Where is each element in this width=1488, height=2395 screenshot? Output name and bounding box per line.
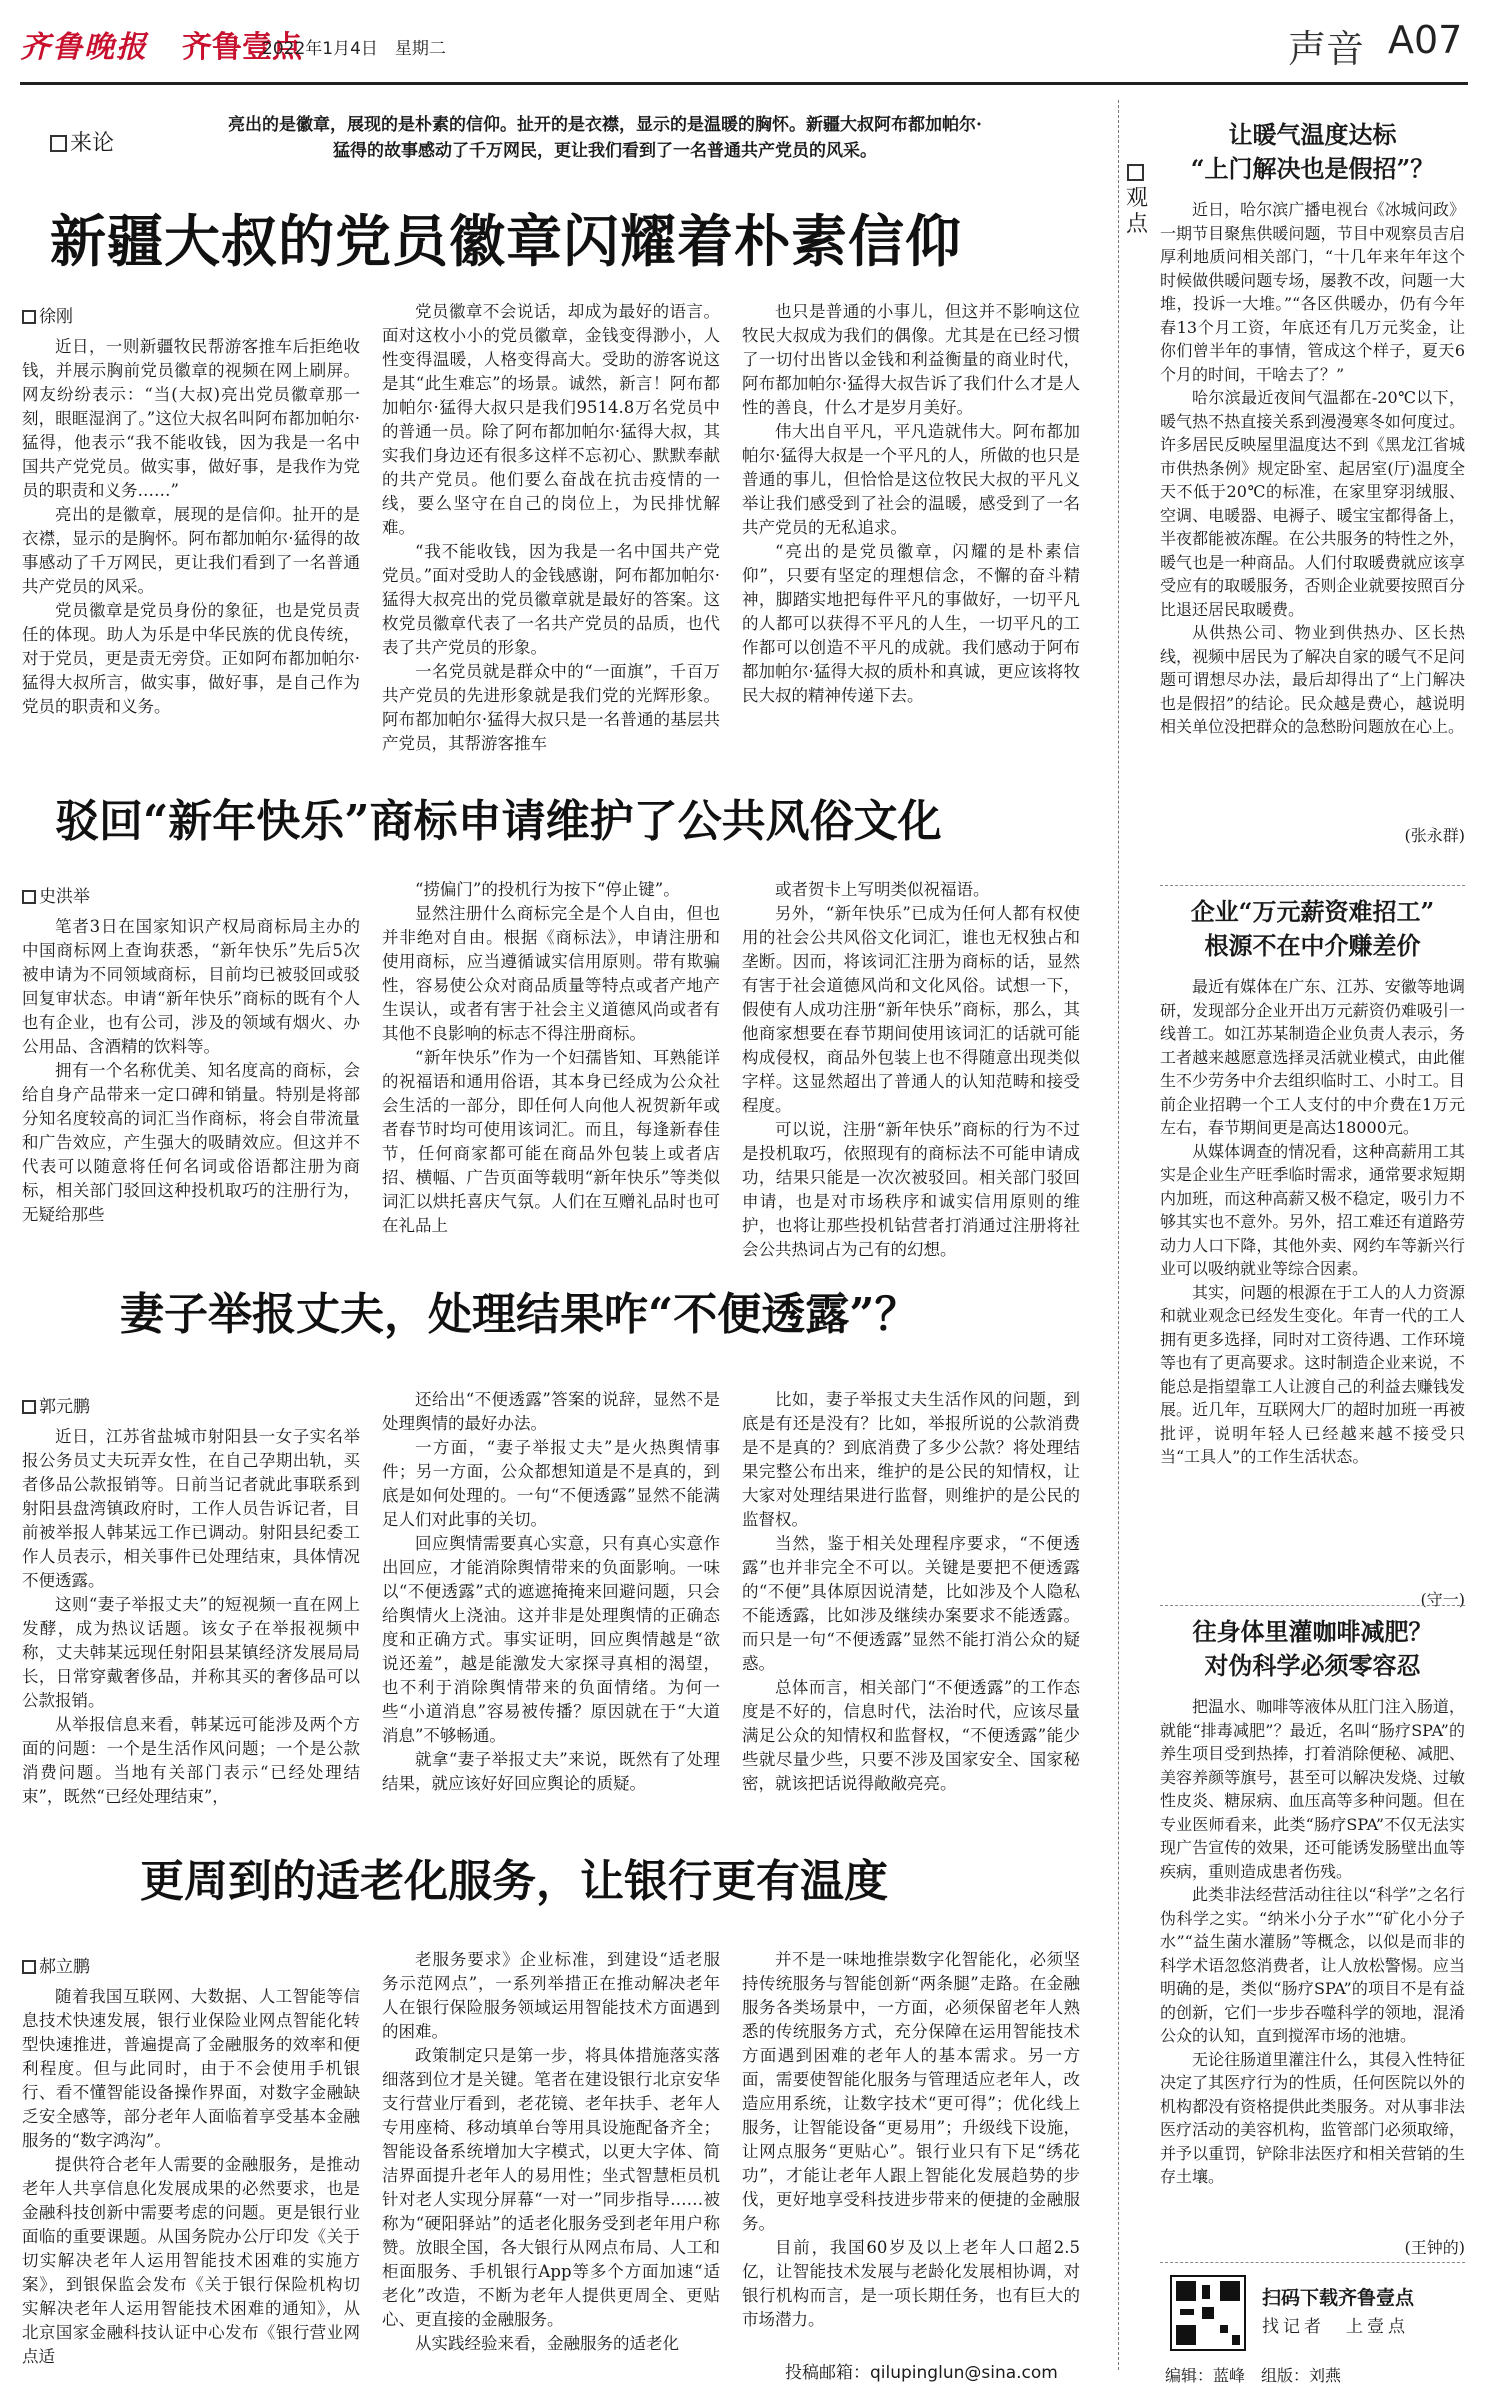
submission-email: 投稿邮箱：qilupinglun@sina.com xyxy=(785,2363,1058,2383)
editor-credit: 编辑：蓝峰 组版：刘燕 xyxy=(1165,2366,1342,2385)
article1-col2: 党员徽章不会说话，却成为最好的语言。面对这枚小小的党员徽章，金钱变得渺小，人性变得温暖，人格变得高大。受助的游客说这是其“此生难忘”的场景。诚然，新言！阿布都加帕尔·猛得大叔只是我们9514.8万名党员中的普通一员。除了阿布都加帕尔·猛得大叔，其实我们身边还有很多这样不忘初心、默默奉献的共产党员。他们要么奋战在抗击疫情的一线，要么坚守在自己的岗位上，为民排忧解难。 “我不能收钱，因为我是一名中国共产党党员。”面对受助人的金钱感谢，阿布都加帕尔·猛得大叔亮出的党员徽章就是最好的答案。这枚党员徽章代表了一名共产党员的品质，也代表了共产党员的形象。 一名党员就是群众中的“一面旗”，千百万共产党员的先进形象就是我们党的光辉形象。阿布都加帕尔·猛得大叔只是一名普通的基层共产党员，其帮游客推车 xyxy=(382,302,720,753)
right-article2-signature: (守一) xyxy=(1420,1590,1465,1609)
tag-box-icon xyxy=(50,135,67,152)
article3-col2: 还给出“不便透露”答案的说辞，显然不是处理舆情的最好办法。 一方面，“妻子举报丈夫”是火热舆情事件；另一方面，公众都想知道是不是真的，到底是如何处理的。一句“不便透露”显然不能满足人们对此事的关切。 回应舆情需要真心实意，只有真心实意作出回应，才能消除舆情带来的负面影响。一味以“不便透露”式的遮遮掩掩来回避问题，只会给舆情火上浇油。这并非是处理舆情的正确态度和正确方式。事实证明，回应舆情越是“欲说还羞”，越是能激发大家探寻真相的渴望，也不利于消除舆情带来的负面情绪。为何一些“小道消息”容易被传播？原因就在于“大道消息”不够畅通。 就拿“妻子举报丈夫”来说，既然有了处理结果，就应该好好回应舆论的质疑。 xyxy=(382,1390,720,1793)
header-rule xyxy=(20,82,1468,85)
right-article3-title2: 对伪科学必须零容忍 xyxy=(1204,1651,1421,1680)
right-article3-body: 把温水、咖啡等液体从肛门注入肠道，就能“排毒减肥”？最近，名叫“肠疗SPA”的养生项目受到热捧，打着消除便秘、减肥、美容养颜等旗号，甚至可以解决发烧、过敏性皮炎、糖尿病、血压高等多种问题。但在专业医师看来，此类“肠疗SPA”不仅无法实现广告宣传的效果，还可能诱发肠壁出血等疾病，重则造成患者伤残。 此类非法经营活动往往以“科学”之名行伪科学之实。“纳米小分子水”“矿化小分子水”“益生菌水灌肠”等概念，以似是而非的科学术语忽悠消费者，让人放松警惕。应当明确的是，类似“肠疗SPA”的项目不是有益的创新，它们一步步吞噬科学的领地，混淆公众的认知，直到搅浑市场的池塘。 无论往肠道里灌注什么，其侵入性特征决定了其医疗行为的性质，任何医院以外的机构都没有资格提供此类服务。对从事非法医疗活动的美容机构，监管部门必须取缔，并予以重罚，铲除非法医疗和相关营销的生存土壤。 xyxy=(1160,1697,1465,2186)
qr-code-icon[interactable] xyxy=(1170,2275,1246,2351)
section-name: 声音 xyxy=(1288,27,1365,71)
separator xyxy=(1160,2262,1465,2263)
newspaper-logo: 齐鲁晚报 xyxy=(20,30,148,65)
column-divider xyxy=(1118,100,1119,2370)
article3-title: 妻子举报丈夫，处理结果咋“不便透露”？ xyxy=(120,1289,919,1340)
right-article2-title2: 根源不在中介赚差价 xyxy=(1204,931,1421,960)
article1-byline: 徐刚 xyxy=(22,302,73,327)
right-article3-signature: (王钟的) xyxy=(1404,2238,1465,2257)
tag-box-icon xyxy=(1127,164,1144,181)
article4-col3: 并不是一味地推崇数字化智能化，必须坚持传统服务与智能创新“两条腿”走路。在金融服务各类场景中，一方面，必须保留老年人熟悉的传统服务方式，充分保障在运用智能技术方面遇到困难的老年人的基本需求。另一方面，需要使智能化服务与管理适应老年人，改造应用系统，让数字技术“更可得”；优化线上服务，让智能设备“更易用”；升级线下设施，让网点服务“更贴心”。银行业只有下足“绣花功”，才能让老年人跟上智能化发展趋势的步伐，更好地享受科技进步带来的便捷的金融服务。 目前，我国60岁及以上老年人口超2.5亿，让智能技术发展与老龄化发展相协调，对银行机构而言，是一项长期任务，也有巨大的市场潜力。 xyxy=(742,1950,1080,2329)
app-logo: 齐鲁壹点 xyxy=(182,30,302,65)
article2-title: 驳回“新年快乐”商标申请维护了公共风俗文化 xyxy=(55,796,942,847)
article2-col1: 笔者3日在国家知识产权局商标局主办的中国商标网上查询获悉，“新年快乐”先后5次被申请为不同领域商标，目前均已被驳回或驳回复审状态。申请“新年快乐”商标的既有个人也有企业，也有公司，涉及的领域有烟火、办公用品、含酒精的饮料等。 拥有一个名称优美、知名度高的商标，会给自身产品带来一定口碑和销量。特别是将部分知名度较高的词汇当作商标，将会自带流量和广告效应，产生强大的吸睛效应。但这并不代表可以随意将任何名词或俗语都注册为商标，相关部门驳回这种投机取巧的注册行为，无疑给那些 xyxy=(22,917,360,1224)
lead-text: 亮出的是徽章，展现的是朴素的信仰。扯开的是衣襟，显示的是温暖的胸怀。新疆大叔阿布都加帕尔·猛得的故事感动了千万网民，更让我们看到了一名普通共产党员的风采。 xyxy=(228,115,982,161)
article1-col1: 近日，一则新疆牧民帮游客推车后拒绝收钱，并展示胸前党员徽章的视频在网上刷屏。网友纷纷表示：“当(大叔)亮出党员徽章那一刻，眼眶湿润了。”这位大叔名叫阿布都加帕尔·猛得，他表示“我不能收钱，因为我是一名中国共产党党员。做实事，做好事，是我作为党员的职责和义务……” 亮出的是徽章，展现的是信仰。扯开的是衣襟，显示的是胸怀。阿布都加帕尔·猛得的故事感动了千万网民，更让我们看到了一名普通共产党员的风采。 党员徽章是党员身份的象征，也是党员责任的体现。助人为乐是中华民族的优良传统，对于党员，更是责无旁贷。正如阿布都加帕尔·猛得大叔所言，做实事，做好事，是自己作为党员的职责和义务。 xyxy=(22,337,360,716)
article2-col3: 或者贺卡上写明类似祝福语。 另外，“新年快乐”已成为任何人都有权使用的社会公共风俗文化词汇，谁也无权独占和垄断。因而，将该词汇注册为商标的话，显然有害于社会道德风尚和文化风俗。试想一下，假使有人成功注册“新年快乐”商标，那么，其他商家想要在春节期间使用该词汇的话就可能构成侵权，商品外包装上也不得随意出现类似字样。这显然超出了普通人的认知范畴和接受程度。 可以说，注册“新年快乐”商标的行为不过是投机取巧，依照现有的商标法不可能申请成功，结果只能是一次次被驳回。相关部门驳回申请，也是对市场秩序和诚实信用原则的维护，也将让那些投机钻营者打消通过注册将社会公共热词占为己有的幻想。 xyxy=(742,880,1080,1259)
article4-col1: 随着我国互联网、大数据、人工智能等信息技术快速发展，银行业保险业网点智能化转型快速推进，普遍提高了金融服务的效率和便利程度。但与此同时，由于不会使用手机银行、看不懂智能设备操作界面，对数字金融缺乏安全感等，部分老年人面临着享受基本金融服务的“数字鸿沟”。 提供符合老年人需要的金融服务，是推动老年人共享信息化发展成果的必然要求，也是金融科技创新中需要考虑的问题。更是银行业面临的重要课题。从国务院办公厅印发《关于切实解决老年人运用智能技术困难的实施方案》，到银保监会发布《关于银行保险机构切实解决老年人运用智能技术困难的通知》，从北京国家金融科技认证中心发布《银行营业网点适 xyxy=(22,1987,360,2366)
right-article2-body: 最近有媒体在广东、江苏、安徽等地调研，发现部分企业开出万元薪资仍难吸引一线普工。如江苏某制造企业负责人表示，务工者越来越愿意选择灵活就业模式，由此催生不少劳务中介去组织临时工、小时工。目前企业招聘一个工人支付的中介费在1万元左右，春节期间更是高达18000元。 从媒体调查的情况看，这种高薪用工其实是企业生产旺季临时需求，通常要求短期内加班，而这种高薪又极不稳定，吸引力不够其实也不意外。另外，招工难还有道路劳动力人口下降，其他外卖、网约车等新兴行业可以吸纳就业等综合因素。 其实，问题的根源在于工人的人力资源和就业观念已经发生变化。年青一代的工人拥有更多选择，同时对工资待遇、工作环境等也有了更高要求。这时制造企业来说，不能总是指望靠工人让渡自己的利益去赚钱发展。近几年，互联网大厂的超时加班一再被批评，说明年轻人已经越来越不接受只当“工具人”的工作生活状态。 xyxy=(1160,977,1465,1466)
separator xyxy=(1160,885,1465,886)
article2-col2: “捞偏门”的投机行为按下“停止键”。 显然注册什么商标完全是个人自由，但也并非绝对自由。根据《商标法》，申请注册和使用商标，应当遵循诚实信用原则。带有欺骗性，容易使公众对商品质量等特点或者产地产生误认，或者有害于社会主义道德风尚或者有其他不良影响的标志不得注册商标。 “新年快乐”作为一个妇孺皆知、耳熟能详的祝福语和通用俗语，其本身已经成为公众社会生活的一部分，即任何人向他人祝贺新年或者春节时均可使用该词汇。而且，每逢新春佳节，任何商家都可能在商品外包装上或者店招、横幅、广告页面等载明“新年快乐”等类似词汇以烘托喜庆气氛。人们在互赠礼品时也可在礼品上 xyxy=(382,880,720,1235)
right-article1-signature: (张永群) xyxy=(1404,826,1465,845)
right-article2-title1: 企业“万元薪资难招工” xyxy=(1190,897,1435,926)
article1-title: 新疆大叔的党员徽章闪耀着朴素信仰 xyxy=(50,209,962,275)
article3-col1: 近日，江苏省盐城市射阳县一女子实名举报公务员丈夫玩弄女性，在自己孕期出轨，买者侈品公款报销等。日前当记者就此事联系到射阳县盘湾镇政府时，工作人员告诉记者，目前被举报人韩某远工作已调动。射阳县纪委工作人员表示，相关事件已处理结束，具体情况不便透露。 这则“妻子举报丈夫”的短视频一直在网上发酵，成为热议话题。该女子在举报视频中称，丈夫韩某远现任射阳县某镇经济发展局局长，日常穿戴奢侈品，并称其买的奢侈品可以公款报销。 从举报信息来看，韩某远可能涉及两个方面的问题：一个是生活作风问题；一个是公款消费问题。当地有关部门表示“已经处理结束”，既然“已经处理结束”， xyxy=(22,1427,360,1806)
page-header xyxy=(0,0,1488,85)
article2-byline: 史洪举 xyxy=(22,882,90,907)
article1-col3: 也只是普通的小事儿，但这并不影响这位牧民大叔成为我们的偶像。尤其是在已经习惯了一切付出皆以金钱和利益衡量的商业时代，阿布都加帕尔·猛得大叔告诉了我们什么才是人性的善良，什么才是岁月美好。 伟大出自平凡，平凡造就伟大。阿布都加帕尔·猛得大叔是一个平凡的人，所做的也只是普通的事儿，但恰恰是这位牧民大叔的平凡义举让我们感受到了社会的温暖，感受到了一名共产党员的无私追求。 “亮出的是党员徽章，闪耀的是朴素信仰”，只要有坚定的理想信念，不懈的奋斗精神，脚踏实地把每件平凡的事做好，一切平凡的人都可以获得不平凡的人生，一切平凡的工作都可以创造不平凡的成就。我们感动于阿布都加帕尔·猛得大叔的质朴和真诚，更应该将牧民大叔的精神传递下去。 xyxy=(742,302,1080,705)
issue-date: 2022年1月4日 星期二 xyxy=(262,39,446,59)
qr-subcaption: 找记者 上壹点 xyxy=(1262,2317,1409,2337)
article4-byline: 郝立鹏 xyxy=(22,1952,90,1977)
qr-caption: 扫码下载齐鲁壹点 xyxy=(1262,2287,1415,2309)
right-article1-body: 近日，哈尔滨广播电视台《冰城问政》一期节目聚焦供暖问题，节目中观察员吉启厚利地质问相关部门，“十几年来年年这个时候做供暖问题专场，屡教不改，问题一大堆，投诉一大堆。”“各区供暖办，仍有今年春13个月工资，年底还有几万元奖金，让你们曾半年的事情，管成这个样子，夏天6个月的时间，干啥去了？” 哈尔滨最近夜间气温都在-20℃以下，暖气热不热直接关系到漫漫寒冬如何度过。许多居民反映屋里温度达不到《黑龙江省城市供热条例》规定卧室、起居室(厅)温度全天不低于20℃的标准，在家里穿羽绒服、空调、电暖器、电褥子、暖宝宝都得备上，半夜都能被冻醒。在公共服务的特性之外，暖气也是一种商品。人们付取暖费就应该享受应有的取暖服务，否则企业就要按照百分比退还居民取暖费。 从供热公司、物业到供热办、区长热线，视频中居民为了解决自家的暖气不足问题可谓想尽办法，最后却得出了“上门解决也是假招”的结论。民众越是费心，越说明相关单位没把群众的急愁盼问题放在心上。 xyxy=(1160,200,1465,736)
article3-byline: 郭元鹏 xyxy=(22,1392,90,1417)
right-article1-title2: “上门解决也是假招”？ xyxy=(1190,154,1435,183)
article4-col2: 老服务要求》企业标准，到建设“适老服务示范网点”，一系列举措正在推动解决老年人在银行保险服务领域运用智能技术方面遇到的困难。 政策制定只是第一步，将具体措施落实落细落到位才是关键。笔者在建设银行北京安华支行营业厅看到，老花镜、老年扶手、老年人专用座椅、移动填单台等用具设施配备齐全；智能设备系统增加大字模式，以更大字体、简洁界面提升老年人的易用性；坐式智慧柜员机针对老人实现分屏幕“一对一”同步指导……被称为“硬阳驿站”的适老化服务受到老年用户称赞。放眼全国，各大银行从网点布局、人工和柜面服务、手机银行App等多个方面加速“适老化”改造，不断为老年人提供更周全、更贴心、更直接的金融服务。 从实践经验来看，金融服务的适老化 xyxy=(382,1950,720,2353)
right-article1 xyxy=(1160,118,1465,846)
page-number: A07 xyxy=(1388,18,1463,62)
section-tag-laiiun: 来论 xyxy=(50,126,114,157)
section-tag-guandian: 观点 xyxy=(1124,160,1150,238)
article4-title: 更周到的适老化服务，让银行更有温度 xyxy=(140,1856,888,1907)
right-article3 xyxy=(1160,1615,1465,2258)
separator xyxy=(1160,1605,1465,1606)
article3-col3: 比如，妻子举报丈夫生活作风的问题，到底是有还是没有？比如，举报所说的公款消费是不是真的？到底消费了多少公款？将处理结果完整公布出来，维护的是公民的知情权，让大家对处理结果进行监督，则维护的是公民的监督权。 当然，鉴于相关处理程序要求，“不便透露”也并非完全不可以。关键是要把不便透露的“不便”具体原因说清楚，比如涉及个人隐私不能透露，比如涉及继续办案要求不能透露。而只是一句“不便透露”显然不能打消公众的疑惑。 总体而言，相关部门“不便透露”的工作态度是不好的，信息时代，法治时代，应该尽量满足公众的知情权和监督权，“不便透露”能少些就尽量少些，只要不涉及国家安全、国家秘密，就该把话说得敞敞亮亮。 xyxy=(742,1390,1080,1793)
right-article3-title1: 往身体里灌咖啡减肥？ xyxy=(1192,1617,1433,1646)
right-article2 xyxy=(1160,895,1465,1610)
right-article1-title1: 让暖气温度达标 xyxy=(1228,120,1397,149)
